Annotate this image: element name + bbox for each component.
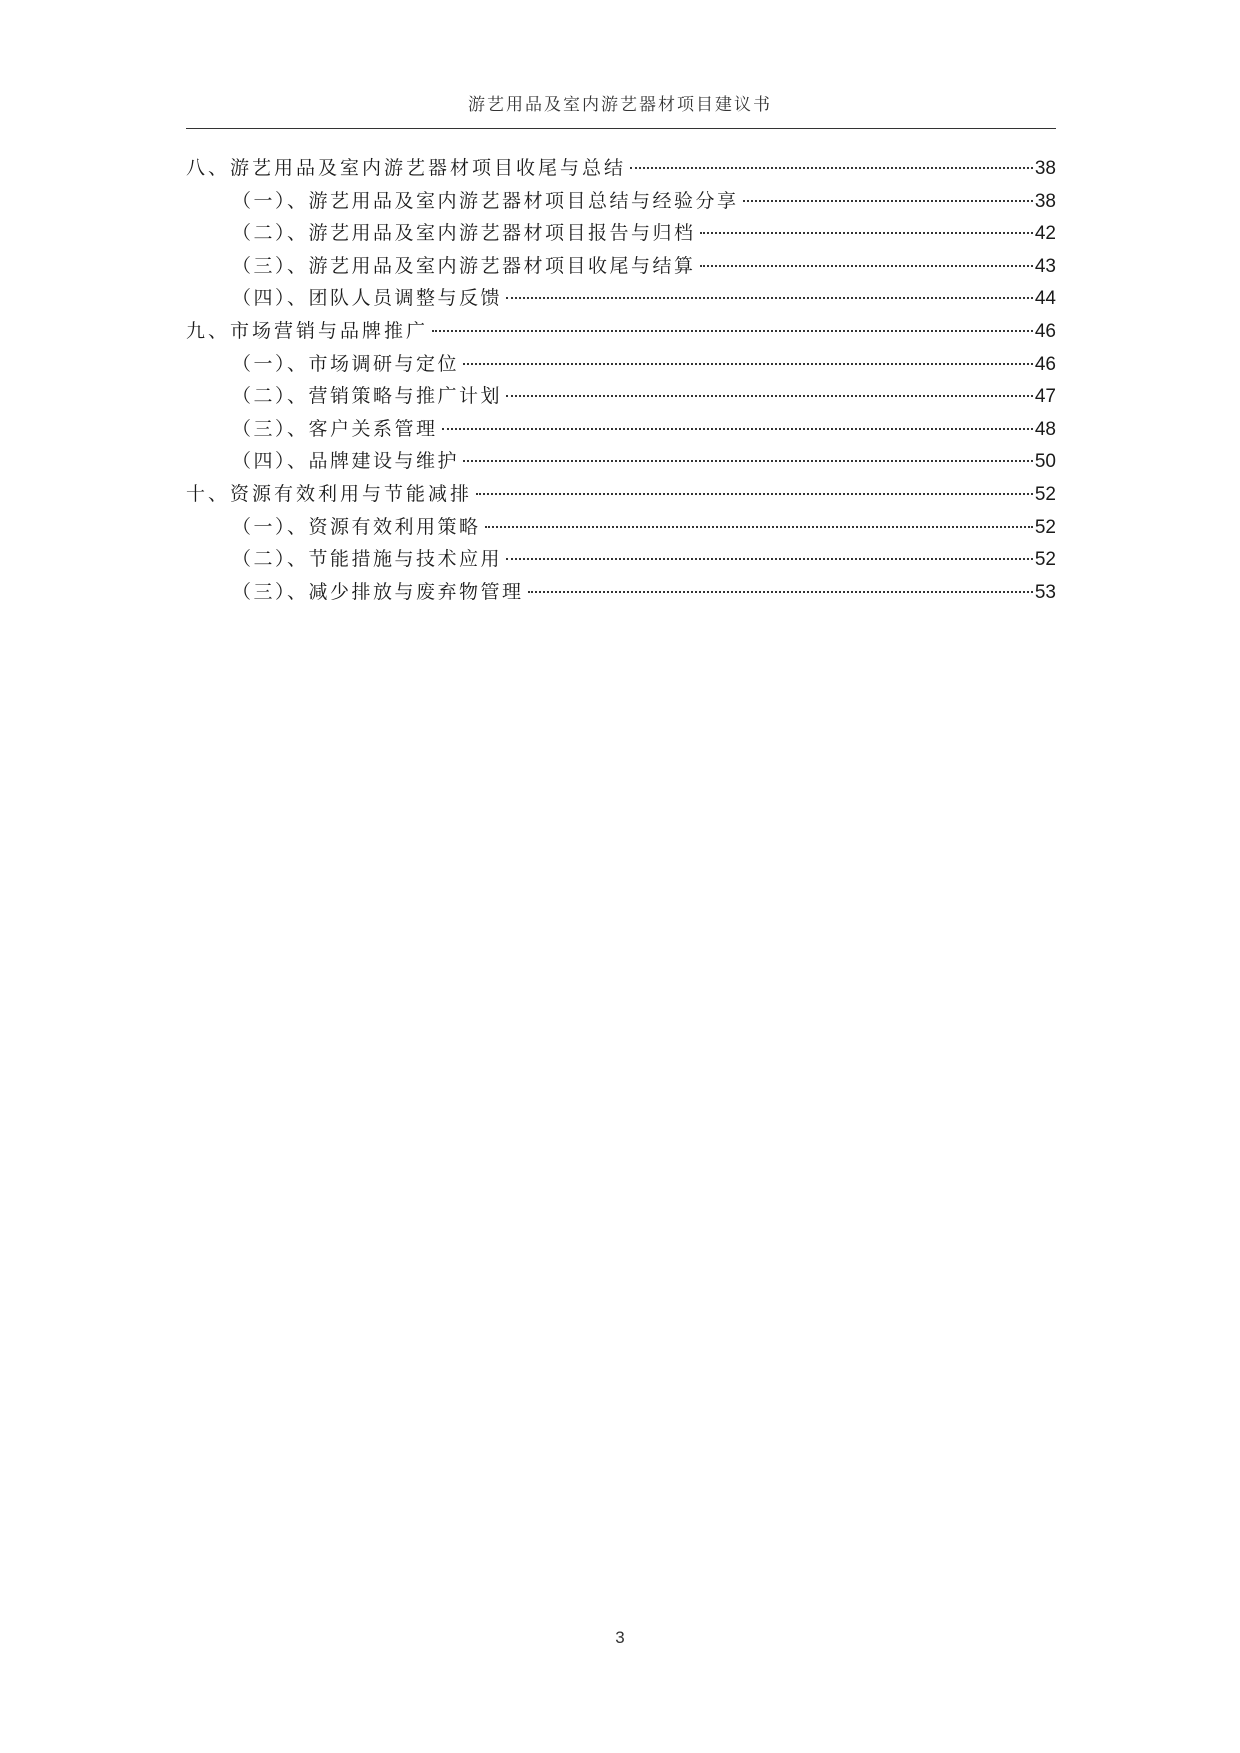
toc-entry-text: （二）、节能措施与技术应用 [232,548,503,571]
toc-entry[interactable] [186,445,1056,478]
toc-entry-text: （三）、减少排放与废弃物管理 [232,580,524,603]
toc-entry-page: 43 [1034,255,1056,277]
toc-entry-text: （四）、团队人员调整与反馈 [232,287,503,310]
toc-entry-text: （三）、游艺用品及室内游艺器材项目收尾与结算 [232,254,696,277]
toc-entry-text: （一）、资源有效利用策略 [232,515,481,538]
toc-entry[interactable] [186,152,1056,185]
toc-entry[interactable] [186,348,1056,381]
toc-entry-text: （一）、游艺用品及室内游艺器材项目总结与经验分享 [232,189,739,212]
toc-dot-leader [528,591,1033,593]
toc-entry-text: （二）、营销策略与推广计划 [232,385,503,408]
toc-entry[interactable] [186,315,1056,348]
toc-entry-page: 50 [1034,451,1056,473]
toc-entry-page: 44 [1034,288,1056,310]
toc-dot-leader [743,200,1033,202]
toc-entry-text: （一）、市场调研与定位 [232,352,460,375]
toc-dot-leader [630,167,1033,169]
toc-dot-leader [463,460,1033,462]
toc-entry-text: 八、游艺用品及室内游艺器材项目收尾与总结 [186,157,627,179]
toc-entry-page: 48 [1034,418,1056,440]
toc-entry-page: 46 [1034,353,1056,375]
page-number: 3 [615,1628,625,1647]
toc-entry-text: （二）、游艺用品及室内游艺器材项目报告与归档 [232,222,696,245]
toc-dot-leader [506,558,1033,560]
toc-dot-leader [700,265,1033,267]
toc-entry[interactable] [186,413,1056,446]
toc-dot-leader [506,395,1033,397]
toc-entry-page: 46 [1034,320,1056,342]
toc-dot-leader [506,297,1033,299]
toc-entry[interactable] [186,217,1056,250]
table-of-contents [186,152,1056,608]
toc-entry-page: 38 [1034,158,1056,179]
toc-entry[interactable] [186,576,1056,609]
toc-entry[interactable] [186,282,1056,315]
toc-entry[interactable] [186,380,1056,413]
toc-entry-text: 十、资源有效利用与节能减排 [186,482,473,505]
toc-entry[interactable] [186,478,1056,511]
page-header-title: 游艺用品及室内游艺器材项目建议书 [468,95,772,115]
toc-entry-page: 52 [1034,516,1056,538]
toc-entry-page: 53 [1034,581,1056,603]
toc-dot-leader [442,428,1033,430]
toc-entry-page: 38 [1034,190,1056,212]
toc-entry-text: （三）、客户关系管理 [232,417,438,440]
toc-entry[interactable] [186,543,1056,576]
toc-entry[interactable] [186,185,1056,218]
header-divider [186,128,1056,129]
toc-entry-page: 42 [1034,223,1056,245]
toc-entry-text: 九、市场营销与品牌推广 [186,319,429,342]
toc-dot-leader [463,363,1033,365]
toc-dot-leader [432,330,1033,332]
toc-entry-page: 52 [1034,549,1056,571]
toc-entry[interactable] [186,511,1056,544]
toc-entry-page: 47 [1034,386,1056,408]
toc-dot-leader [700,232,1033,234]
toc-entry-text: （四）、品牌建设与维护 [232,450,460,473]
toc-entry[interactable] [186,250,1056,283]
toc-dot-leader [476,493,1033,495]
toc-dot-leader [485,526,1033,528]
toc-entry-page: 52 [1034,483,1056,505]
